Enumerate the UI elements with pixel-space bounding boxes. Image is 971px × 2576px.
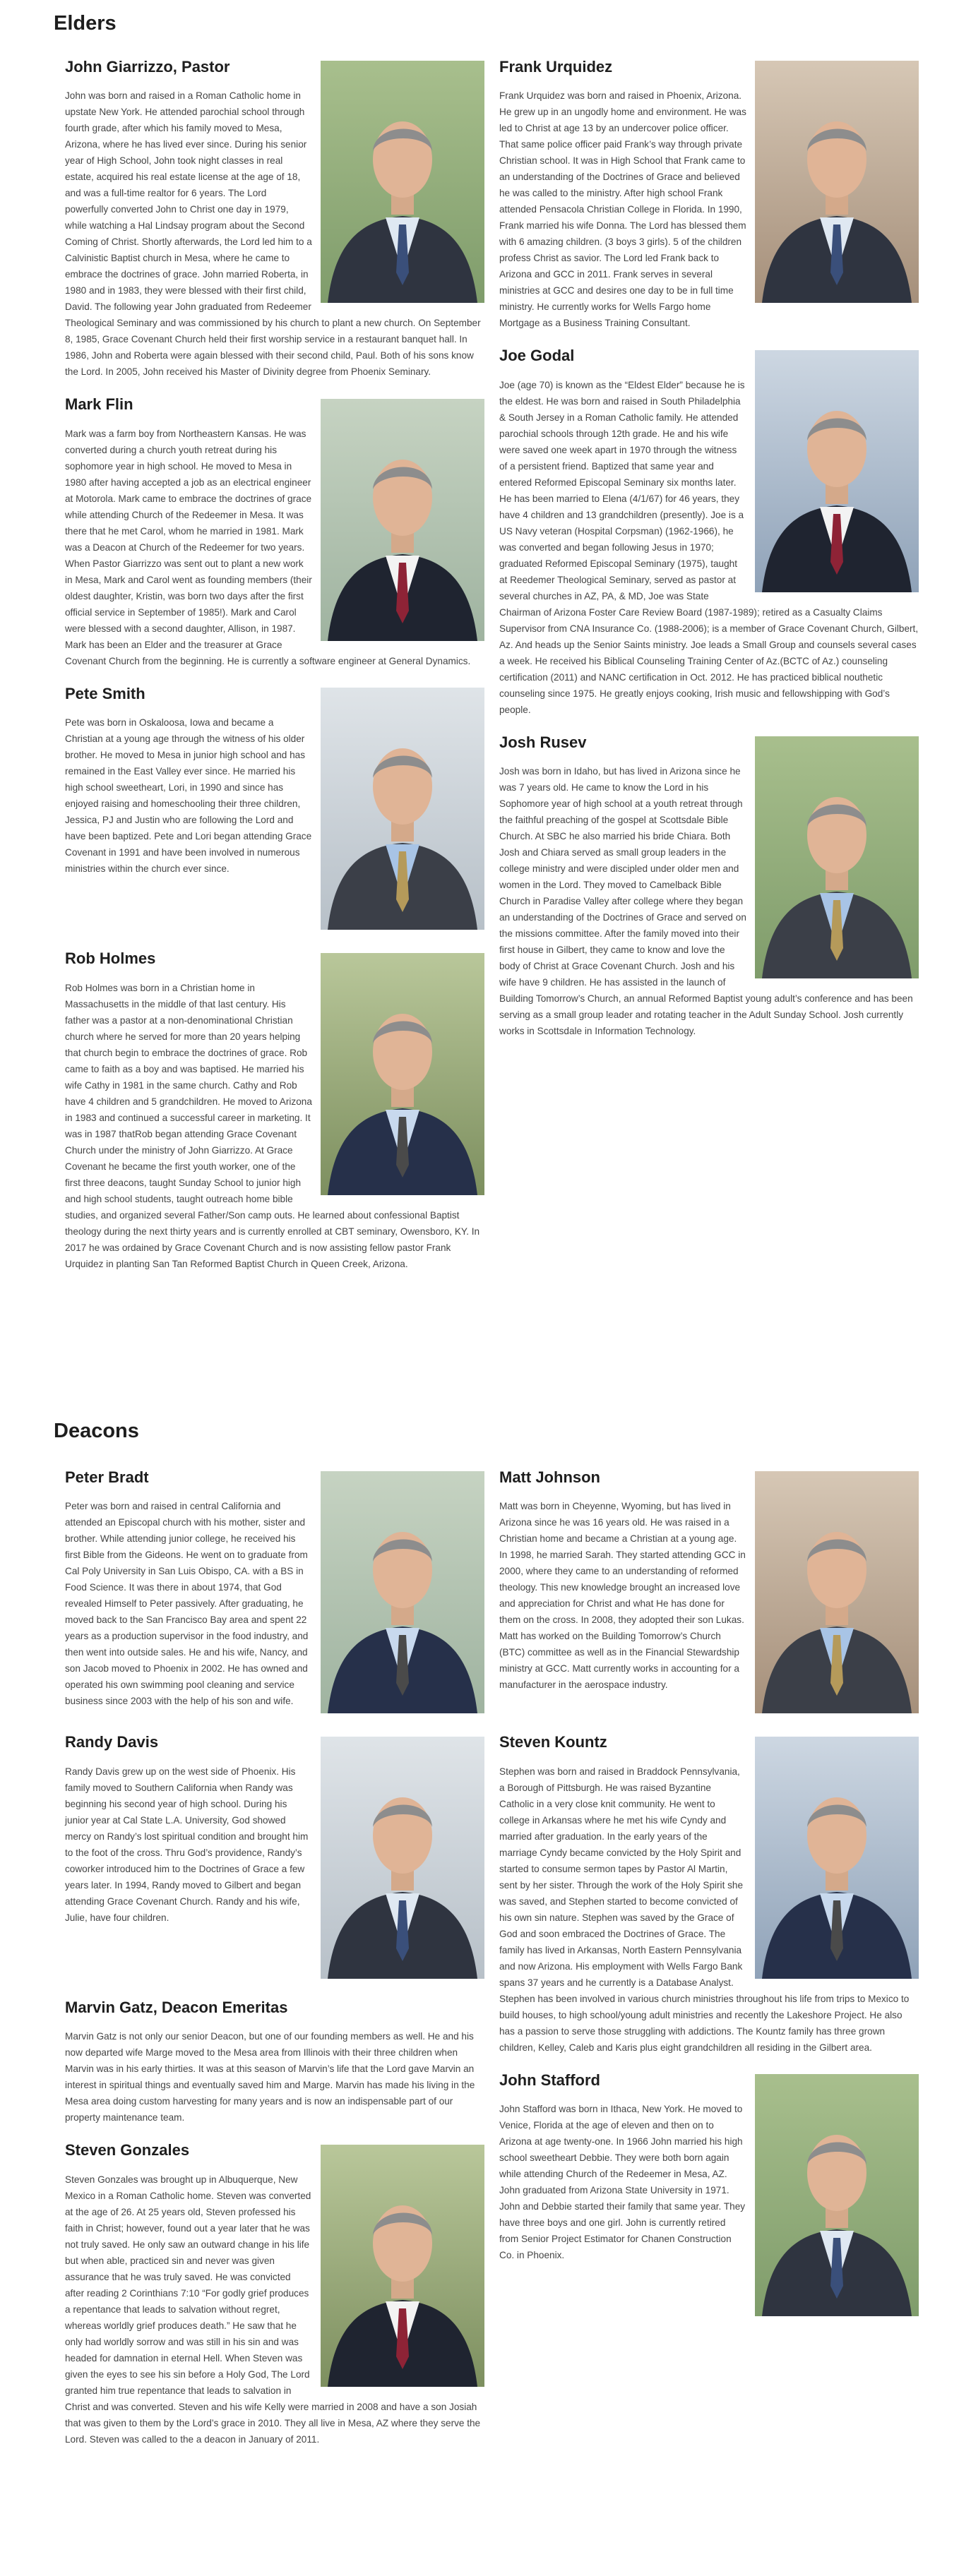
profile-bio	[65, 88, 484, 380]
profile-bio	[499, 1498, 919, 1693]
profile-name: Rob Holmes	[65, 949, 156, 968]
elders-right-column	[499, 58, 919, 1055]
portrait-photo	[755, 350, 919, 592]
profile-bio-text: Peter was born and raised in central California and attended an Episcopal church with his mother, sister and brother. While attending junior college, he received his first Bible from the Gideons. He went on to graduate from Cal Poly University in San Luis Obispo, CA. with a BS in Food Science. It was there in about 1974, that God revealed Himself to Peter passively. After graduating, he moved back to the San Francisco Bay area and spent 22 years as a production supervisor in the food industry, and then went into outside sales. He and his wife, Nancy, and son Jacob moved to Phoenix in 2002. He has owned and operated his own swimming pool cleaning and service business since 2003 with the help of his son and wife.	[65, 1501, 309, 1707]
profile-card	[499, 347, 919, 717]
portrait-photo	[321, 688, 484, 930]
portrait-photo	[755, 736, 919, 978]
profile-card	[65, 1468, 484, 1718]
profile-card	[65, 685, 484, 934]
profile-bio-text: Stephen was born and raised in Braddock Pennsylvania, a Borough of Pittsburgh. He was raised Byzantine Catholic in a very close knit community. He went to college in Arkansas where he met his wife Cyndy and married after graduation. In the early years of the marriage Cyndy became convicted by the Holy Spirit and started to consume sermon tapes by Pastor Al Martin, sent by her sister. Through the work of the Holy Spirit she was saved, and Stephen started to become convicted of his own sin nature. Stephen was saved by the Grace of God and soon embraced the Doctrines of Grace. The family has lived in Arkansas, North Eastern Pennsylvania and now Arizona. His employment with Wells Fargo Bank spans 37 years and he currently is a Database Analyst. Stephen has been involved in various church ministries throughout his life from trips to Mexico to build houses, to high school/young adult ministries and recently the Lakeshore Project. He also has a passion to serve those struggling with addictions. The Kountz family has three grown children, Kelley, Caleb and Karis plus eight grandchildren all residing in the Gilbert area.	[499, 1766, 910, 2053]
profile-bio	[499, 377, 919, 718]
profile-name: Matt Johnson	[499, 1468, 600, 1486]
portrait-photo	[321, 1737, 484, 1979]
deacons-left-column	[65, 1468, 484, 2463]
profile-bio-text: Pete was born in Oskaloosa, Iowa and became a Christian at a young age through the witness of his older brother. He moved to Mesa in junior high school and has remained in the East Valley ever since. He married his high school sweetheart, Lori, in 1990 and since has enjoyed raising and homeschooling their three children, Jessica, PJ and Justin who are following the Lord and have been baptized. Pete and Lori began attending Grace Covenant in 1991 and have been involved in numerous ministries within the church ever since.	[65, 717, 312, 875]
profile-name: Josh Rusev	[499, 733, 587, 751]
profile-bio-text: Randy Davis grew up on the west side of Phoenix. His family moved to Southern California when Randy was beginning his second year of high school. During his junior year at Cal State L.A. University, God showed mercy on Randy’s lost spiritual condition and brought him to the foot of the cross. Thru God’s providence, Randy’s coworker introduced him to the Doctrines of Grace a few years later. In 1994, Randy moved to Gilbert and began attending Grace Covenant Church. Randy and his wife, Julie, have four children.	[65, 1766, 309, 1923]
portrait-photo	[321, 953, 484, 1195]
profile-card	[65, 1733, 484, 1982]
portrait-photo	[321, 399, 484, 641]
profile-bio-text: Marvin Gatz is not only our senior Deacon, but one of our founding members as well. He and his now departed wife Marge moved to the Mesa area from Illinois with their three children when Marvin was in his early thirties. It was at this season of Marvin’s life that the Lord gave Marvin an interest in spiritual things and eventually saved him and Marge. Marvin has made his living in the Mesa area doing custom harvesting for many years and is now an indispensable part of our property maintenance team.	[65, 2031, 475, 2123]
profile-bio	[65, 1763, 484, 1926]
portrait-photo	[321, 2145, 484, 2387]
profile-card	[65, 395, 484, 669]
profile-bio-text: Steven Gonzales was brought up in Albuquerque, New Mexico in a Roman Catholic home. Steven was converted at the age of 26. At 25 years old, Steven professed his faith in Christ; however, found out a year later that he was not truly saved. He only saw an outward change in his life but when able, practiced sin and never was given assurance that he was truly saved. He was convicted after reading 2 Corinthians 7:10 “For godly grief produces a repentance that leads to salvation without regret, whereas worldly grief produces death.” He saw that he only had worldly sorrow and was still in his sin and was headed for damnation in eternal Hell. When Steven was given the eyes to see his sin before a Holy God, The Lord granted him true repentance that leads to salvation in Christ and was converted. Steven and his wife Kelly were married in 2008 and have a son Josiah that was given to them by the Lord’s grace in 2010. They all live in Mesa, AZ where they serve the Lord. Steven was called to the a deacon in January of 2011.	[65, 2174, 481, 2445]
profile-bio-text: Joe (age 70) is known as the “Eldest Elder” because he is the eldest. He was born and raised in South Philadelphia & South Jersey in a Roman Catholic family. He attended parochial schools through 12th grade. He and his wife were saved one week apart in 1970 through the witness of a persistent friend. Baptized that same year and entered Reformed Episcopal Seminary six months later. He has been married to Elena (4/1/67) for 46 years, they have 4 children and 13 grandchildren (presently). Joe is a US Navy veteran (Hospital Corpsman) (1962-1966), he was converted and began following Jesus in 1970; graduated Reformed Episcopal Seminary (1975), taught at Reedemer Theological Seminary, served as pastor at several churches in AZ, PA, & MD, Joe was State Chairman of Arizona Foster Care Review Board (1987-1989); retired as a Casualty Claims Supervisor from CNA Insurance Co. (1988-2006); is a member of Grace Covenant Church, Gilbert, Az. And heads up the Senior Saints ministry. Joe leads a Small Group and counsels several cases a week. He received his Biblical Counseling Training Center of Az.(BCTC of Az.) counseling certification (2011) and NANC certification in Oct. 2012. He has practiced biblical nouthetic counseling since 1975. He greatly enjoys cooking, Irish music and fellowshipping with God’s people.	[499, 379, 919, 715]
deacons-heading: Deacons	[54, 1420, 139, 1442]
elders-left-column	[65, 58, 484, 1288]
profile-bio	[65, 980, 484, 1272]
profile-card	[499, 1733, 919, 2055]
profile-bio	[499, 2101, 919, 2263]
profile-bio	[65, 1498, 484, 1709]
profile-bio-text: Rob Holmes was born in a Christian home in Massachusetts in the middle of that last century. His father was a pastor at a non-denominational Christian church where he served for more than 20 years helping that church begin to embrace the doctrines of grace. Rob came to faith as a boy and was baptised. He married his wife Cathy in 1981 in the same church. Cathy and Rob have 4 children and 5 grandchildren. He moved to Arizona in 1983 and continued a successful career in marketing. It was in 1987 thatRob began attending Grace Covenant Church under the ministry of John Giarrizzo. At Grace Covenant he became the first youth worker, one of the first three deacons, taught Sunday School to junior high and high school students, taught outreach home bible studies, and organized several Father/Son camp outs. He learned about confessional Baptist theology during the next thirty years and is currently enrolled at CBT seminary, Owensboro, KY. In 2017 he was ordained by Grace Covenant Church and is now assisting fellow pastor Frank Urquidez in planting San Tan Reformed Baptist Church in Queen Creek, Arizona.	[65, 982, 480, 1269]
profile-card	[65, 949, 484, 1271]
portrait-photo	[321, 61, 484, 303]
profile-name: Steven Kountz	[499, 1733, 607, 1751]
profile-bio	[499, 1763, 919, 2056]
profile-card	[65, 1999, 484, 2126]
profile-bio-text: Matt was born in Cheyenne, Wyoming, but has lived in Arizona since he was 16 years old. He was raised in a Christian home and became a Christian at a young age. In 1998, he married Sarah. They started attending GCC in 2000, where they came to an understanding of reformed theology. This new knowledge brought an increased love and appreciation for Christ and what He has done for them on the cross. In 2008, they adopted their son Lukas. Matt has worked on the Building Tomorrow’s Church (BTC) committee as well as in the Financial Stewardship ministry at GCC. Matt currently works in accounting for a manufacturer in the aerospace industry.	[499, 1501, 746, 1691]
profile-name: Joe Godal	[499, 347, 575, 365]
profile-name: Marvin Gatz, Deacon Emeritas	[65, 1998, 288, 2016]
profile-card	[499, 58, 919, 331]
deacons-right-column	[499, 1468, 919, 2336]
portrait-photo	[321, 1471, 484, 1713]
profile-bio	[65, 426, 484, 669]
profile-name: Mark Flin	[65, 395, 133, 414]
profile-bio	[499, 763, 919, 1039]
profile-name: John Giarrizzo, Pastor	[65, 58, 230, 76]
profile-name: Randy Davis	[65, 1733, 159, 1751]
portrait-photo	[755, 61, 919, 303]
profile-name: Pete Smith	[65, 684, 145, 702]
elders-heading: Elders	[54, 12, 117, 35]
profile-card	[65, 58, 484, 380]
portrait-photo	[755, 1471, 919, 1713]
profile-bio	[499, 88, 919, 331]
profile-bio-text: John was born and raised in a Roman Catholic home in upstate New York. He attended parochial school through fourth grade, after which his family moved to Mesa, Arizona, where he has lived ever since. During his senior year of High School, John took night classes in real estate, acquired his real estate license at the age of 18, and was a full-time realtor for 6 years. The Lord powerfully converted John to Christ one day in 1979, while watching a Hal Lindsay program about the Second Coming of Christ. Shortly afterwards, the Lord led him to a Calvinistic Baptist church in Mesa, where he came to embrace the doctrines of grace. John married Roberta, in 1980 and in 1983, they were blessed with their first child, David. The following year John graduated from Redeemer Theological Seminary and was commissioned by his church to plant a new church. On September 8, 1985, Grace Covenant Church held their first worship service in a restaurant banquet hall. In 1986, John and Roberta were again blessed with their second child, Paul. Both of his sons know the Lord. In 2005, John received his Master of Divinity degree from Phoenix Seminary.	[65, 90, 481, 378]
profile-card	[65, 2141, 484, 2447]
profile-name: Steven Gonzales	[65, 2141, 190, 2159]
profile-card	[499, 733, 919, 1039]
profile-name: Frank Urquidez	[499, 58, 613, 76]
profile-card	[499, 1468, 919, 1718]
profile-name: Peter Bradt	[65, 1468, 149, 1486]
profile-bio	[65, 2028, 484, 2126]
profile-bio-text: Mark was a farm boy from Northeastern Kansas. He was converted during a church youth retreat during his sophomore year in high school. He moved to Mesa in 1980 after having accepted a job as an electrical engineer at Motorola. Mark came to embrace the doctrines of grace while attending Church of the Redeemer in Mesa. It was there that he met Carol, whom he married in 1981. Mark was a Deacon at Church of the Redeemer for two years. When Pastor Giarrizzo was sent out to plant a new work in Mesa, Mark and Carol went as founding members (their oldest daughter, Kristin, was born two days after the first official service in September of 1985!). Mark and Carol were blessed with a second daughter, Allison, in 1987. Mark has been an Elder and the treasurer at Grace Covenant Church from the beginning. He is currently a software engineer at General Dynamics.	[65, 428, 471, 666]
portrait-photo	[755, 1737, 919, 1979]
profile-card	[499, 2071, 919, 2320]
profile-bio-text: Frank Urquidez was born and raised in Phoenix, Arizona. He grew up in an ungodly home and environment. He was led to Christ at age 13 by an undercover police officer. That same police officer paid Frank’s way through private Christian school. It was in High School that Frank came to an understanding of the Doctrines of Grace and believed he was called to the ministry. After high school Frank attended Pensacola Christian College in Florida. In 1990, Frank married his wife Donna. The Lord has blessed them with 6 amazing children. (3 boys 3 girls). 5 of the children profess Christ as savior. The Lord led Frank back to Arizona and GCC in 2011. Frank serves in several ministries at GCC and desires one day to be in full time ministry. He currently works for Wells Fargo home Mortgage as a Business Training Consultant.	[499, 90, 746, 329]
profile-bio-text: Josh was born in Idaho, but has lived in Arizona since he was 7 years old. He came to know the Lord in his Sophomore year of high school at a youth retreat through the faithful preaching of the gospel at Scottsdale Bible Church. At SBC he also married his bride Chiara. Both Josh and Chiara served as small group leaders in the college ministry and were discipled under older men and women in the Lord. They moved to Camelback Bible Church in Paradise Valley after college where they began an understanding of the Doctrines of Grace and served on the missions committee. After the family moved into their first house in Gilbert, they came to know and love the body of Christ at Grace Covenant Church. Josh and his wife have 9 children. He has assisted in the launch of Building Tomorrow’s Church, an annual Reformed Baptist young adult’s conference and has been serving as a small group leader and rotating teacher in the Adult Sunday School. Josh currently works in Scottsdale in Information Technology.	[499, 766, 913, 1037]
profile-bio-text: John Stafford was born in Ithaca, New York. He moved to Venice, Florida at the age of eleven and then on to Arizona at age twenty-one. In 1966 John married his high school sweetheart Debbie. They were both born again while attending Church of the Redeemer in Mesa, AZ. John graduated from Arizona State University in 1971. John and Debbie started their family that same year. They have three boys and one girl. John is currently retired from Senior Project Estimator for Chanen Construction Co. in Phoenix.	[499, 2104, 746, 2261]
profile-bio	[65, 714, 484, 877]
portrait-photo	[755, 2074, 919, 2316]
profile-bio	[65, 2171, 484, 2448]
profile-name: John Stafford	[499, 2071, 600, 2089]
